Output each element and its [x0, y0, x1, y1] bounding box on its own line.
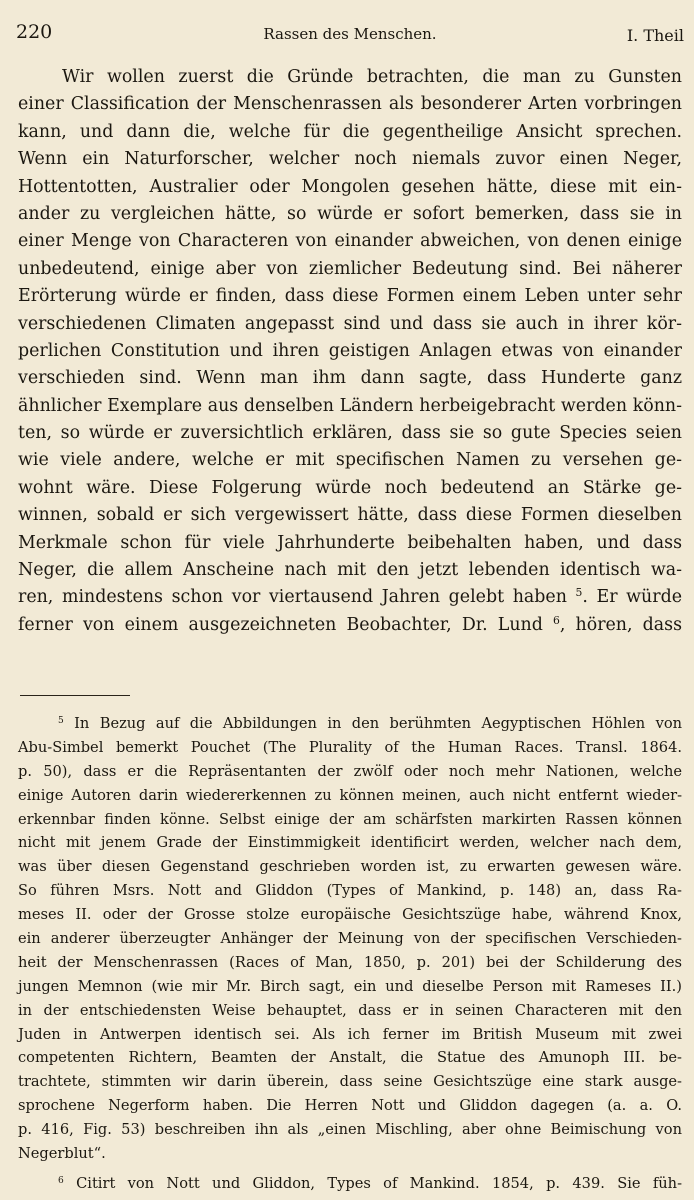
body-line: Merkmale schon für viele Jahrhunderte beibehalten haben, und dass	[18, 532, 682, 553]
body-line: Wenn ein Naturforscher, welcher noch niemals zuvor einen Neger,	[18, 149, 682, 170]
body-line: wohnt wäre. Diese Folgerung würde noch bedeutend an Stärke ge-	[18, 477, 682, 498]
running-title: Rassen des Menschen.	[263, 25, 437, 43]
body-line: unbedeutend, einige aber von ziemlicher Bedeutung sind. Bei näherer	[18, 258, 682, 279]
main-text	[18, 64, 682, 639]
body-line: verschiedenen Climaten angepasst sind und dass sie auch in ihrer kör-	[18, 313, 682, 334]
body-text: , hören, dass	[559, 614, 682, 635]
body-line	[18, 612, 682, 639]
footnote-line: nicht mit jenem Grade der Einstimmigkeit identificirt werden, welcher nach dem,	[18, 834, 682, 852]
body-line: ten, so würde er zuversichtlich erklären, dass sie so gute Species seien	[18, 423, 682, 444]
footnote-line	[18, 712, 682, 736]
footnotes	[18, 712, 682, 1196]
footnote-line: meses II. oder der Grosse stolze europäische Gesichtszüge habe, während Knox,	[18, 906, 682, 924]
footnote-line: einige Autoren darin wiedererkennen zu können meinen, auch nicht entfernt wieder-	[18, 786, 682, 804]
page-number: 220	[16, 21, 53, 43]
page-header	[16, 16, 684, 48]
footnote-mark-6: 6	[58, 1175, 64, 1186]
footnote-line: Juden in Antwerpen identisch sei. Als ich ferner im British Museum mit zwei	[18, 1025, 682, 1043]
footnote-text: In Bezug auf die Abbildungen in den berühmten Aegyptischen Höhlen von	[74, 715, 683, 732]
body-line: Erörterung würde er finden, dass diese Formen einem Leben unter sehr	[18, 286, 682, 307]
footnote-line: Abu-Simbel bemerkt Pouchet (The Plurality of the Human Races. Transl. 1864.	[18, 738, 682, 756]
body-line: kann, und dann die, welche für die gegentheilige Ansicht sprechen.	[18, 121, 682, 142]
part-label: I. Theil	[626, 26, 684, 45]
footnote-line: erkennbar finden könne. Selbst einige der am schärfsten markirten Rassen können	[18, 810, 682, 828]
body-line: einer Classification der Menschenrassen als besonderer Arten vorbringen	[18, 94, 682, 115]
body-text: ferner von einem ausgezeichneten Beobachter, Dr. Lund	[18, 614, 543, 635]
footnote-line: p. 50), dass er die Repräsentanten der zwölf oder noch mehr Nationen, welche	[18, 762, 682, 780]
footnote-line: competenten Richtern, Beamten der Anstalt, die Statue des Amunoph III. be-	[18, 1049, 682, 1067]
body-text: . Er würde	[582, 587, 682, 608]
body-text: ren, mindestens schon vor viertausend Jahren gelebt haben	[18, 587, 567, 608]
body-line: Neger, die allem Anscheine nach mit den jetzt lebenden identisch wa-	[18, 560, 682, 581]
footnote-line	[18, 1172, 682, 1196]
footnote-divider	[20, 695, 130, 696]
footnote-text: Citirt von Nott und Gliddon, Types of Mankind. 1854, p. 439. Sie füh-	[76, 1174, 682, 1192]
body-line: perlichen Constitution und ihren geistigen Anlagen etwas von einander	[18, 340, 682, 361]
body-line: Hottentotten, Australier oder Mongolen gesehen hätte, diese mit ein-	[18, 176, 682, 197]
body-line: verschieden sind. Wenn man ihm dann sagte, dass Hunderte ganz	[18, 368, 682, 389]
footnote-ref-5[interactable]: 5	[575, 586, 583, 600]
body-line: winnen, sobald er sich vergewissert hätte, dass diese Formen dieselben	[18, 505, 682, 526]
footnote-line: in der entschiedensten Weise behauptet, dass er in seinen Characteren mit den	[18, 1001, 682, 1019]
footnote-line: trachtete, stimmten wir darin überein, dass seine Gesichtszüge eine stark ausge-	[18, 1073, 682, 1091]
footnote-line: p. 416, Fig. 53) beschreiben ihn als „einen Mischling, aber ohne Beimischung von	[18, 1121, 682, 1139]
footnote-line: heit der Menschenrassen (Races of Man, 1850, p. 201) bei der Schilderung des	[18, 953, 682, 971]
body-line: ähnlicher Exemplare aus denselben Ländern herbeigebracht werden könn-	[18, 395, 682, 416]
body-line: ander zu vergleichen hätte, so würde er sofort bemerken, dass sie in	[18, 203, 682, 224]
footnote-line: ein anderer überzeugter Anhänger der Meinung von der specifischen Verschieden-	[18, 930, 682, 948]
footnote-line: was über diesen Gegenstand geschrieben worden ist, zu erwarten gewesen wäre.	[18, 858, 682, 876]
footnote-line: sprochene Negerform haben. Die Herren Nott und Gliddon dagegen (a. a. O.	[18, 1097, 682, 1115]
footnote-ref-6[interactable]: 6	[553, 613, 560, 627]
footnote-line: jungen Memnon (wie mir Mr. Birch sagt, ein und dieselbe Person mit Rameses II.)	[18, 977, 682, 995]
footnote-mark-5: 5	[58, 716, 64, 727]
body-line: einer Menge von Characteren von einander abweichen, von denen einige	[18, 231, 682, 252]
body-line	[18, 584, 682, 611]
body-line: Wir wollen zuerst die Gründe betrachten, die man zu Gunsten	[62, 67, 682, 87]
footnote-line: Negerblut“.	[18, 1145, 106, 1163]
footnote-line: So führen Msrs. Nott and Gliddon (Types of Mankind, p. 148) an, dass Ra-	[18, 882, 682, 900]
body-line: wie viele andere, welche er mit specifischen Namen zu versehen ge-	[18, 450, 682, 471]
